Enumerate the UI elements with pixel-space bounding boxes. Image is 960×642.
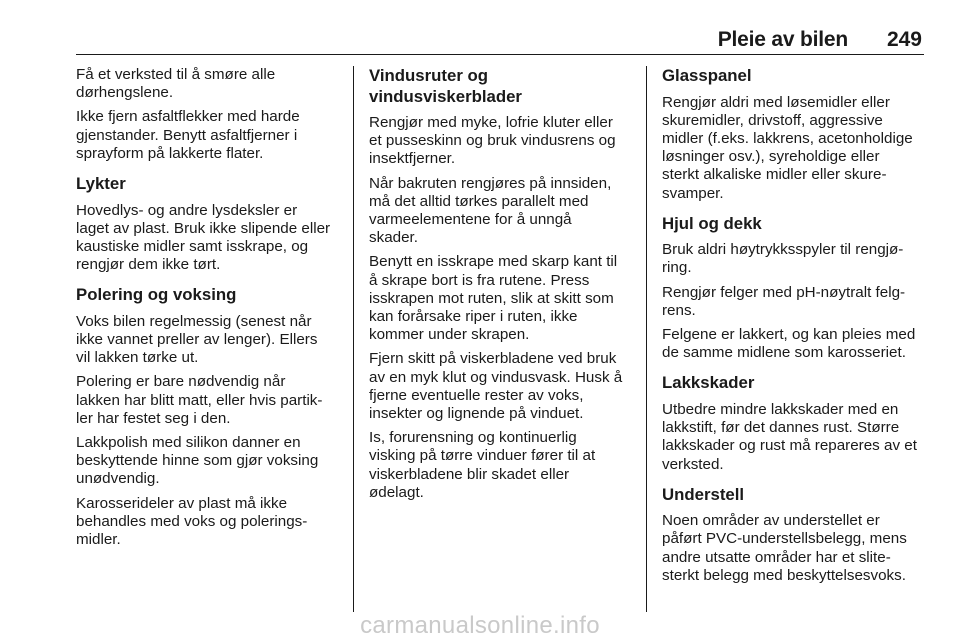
section-heading: Understell [662,484,745,504]
text-column-1 [76,66,348,555]
section-heading: Vindusruter og vindusviskerblader [369,66,522,106]
section-heading: Polering og voksing [76,285,237,305]
paragraph: Voks bilen regelmessig (senest når ikke vannet preller av lenger). Ellers vil lakken tørke ut. [76,312,318,367]
paragraph: Rengjør aldri med løsemidler eller skuremidler, drivstoff, aggressive midler (f.eks. lakkrens, acetonholdige løsninger osv.), syreholdige eller sterkt alkaliske midler eller skure‐ svamper. [662,93,913,202]
paragraph: Benytt en isskrape med skarp kant til å skrape bort is fra rutene. Press isskrapen mot ruten, slik at skitt som kan forårsake riper i ruten, ikke kommer under skrapen. [369,253,618,344]
paragraph: Rengjør med myke, lofrie kluter eller et pusseskinn og bruk vindusrens og insektfjerner. [369,114,616,168]
paragraph: Ikke fjern asfaltflekker med harde gjenstander. Benytt asfaltfjerner i sprayform på lakkerte flater. [76,108,300,162]
paragraph: Når bakruten rengjøres på innsiden, må det alltid tørkes parallelt med varmeelementene for å unngå skader. [369,174,612,247]
column-divider-1 [353,66,354,612]
paragraph: Karosserideler av plast må ikke behandles med voks og polerings‐ midler. [76,494,308,549]
section-heading: Lykter [76,174,126,194]
paragraph: Lakkpolish med silikon danner en beskyttende hinne som gjør voksing unødvendig. [76,434,319,488]
column-divider-2 [646,66,647,612]
paragraph: Is, forurensning og kontinuerlig visking på tørre vinduer fører til at viskerbladene blir skadet eller ødelagt. [369,429,596,501]
paragraph: Utbedre mindre lakkskader med en lakkstift, før det dannes rust. Større lakkskader og rust må repareres av et verksted. [662,400,917,473]
header-rule [76,54,924,55]
page-number: 249 [886,28,922,51]
paragraph: Felgene er lakkert, og kan pleies med de samme midlene som karosseriet. [662,326,916,362]
page-title: Pleie av bilen [717,28,848,51]
paragraph: Bruk aldri høytrykksspyler til rengjø‐ ring. [662,241,904,277]
section-heading: Lakkskader [662,373,755,393]
section-heading: Hjul og dekk [662,213,762,233]
text-column-2 [369,66,641,508]
section-heading: Glasspanel [662,66,752,85]
paragraph: Polering er bare nødvendig når lakken har blitt matt, eller hvis partik‐ ler har festet seg i den. [76,373,323,427]
text-column-3 [662,66,928,591]
paragraph: Få et verksted til å smøre alle dørhengslene. [76,66,276,102]
paragraph: Noen områder av understellet er påført PVC-understellsbelegg, mens andre utsatte områder har et slite‐ sterkt belegg med beskyttelsesvoks. [662,512,907,584]
page-header [0,0,960,56]
paragraph: Hovedlys- og andre lysdeksler er laget av plast. Bruk ikke slipende eller kaustiske midler samt isskrape, og rengjør dem ikke tørt. [76,201,331,274]
watermark: carmanualsonline.info [360,612,600,639]
paragraph: Rengjør felger med pH-nøytralt felg‐ rens. [662,283,906,319]
paragraph: Fjern skitt på viskerbladene ved bruk av en myk klut og vindusvask. Husk å fjerne eventuelle rester av voks, insekter og lignende på vinduet. [369,350,623,423]
